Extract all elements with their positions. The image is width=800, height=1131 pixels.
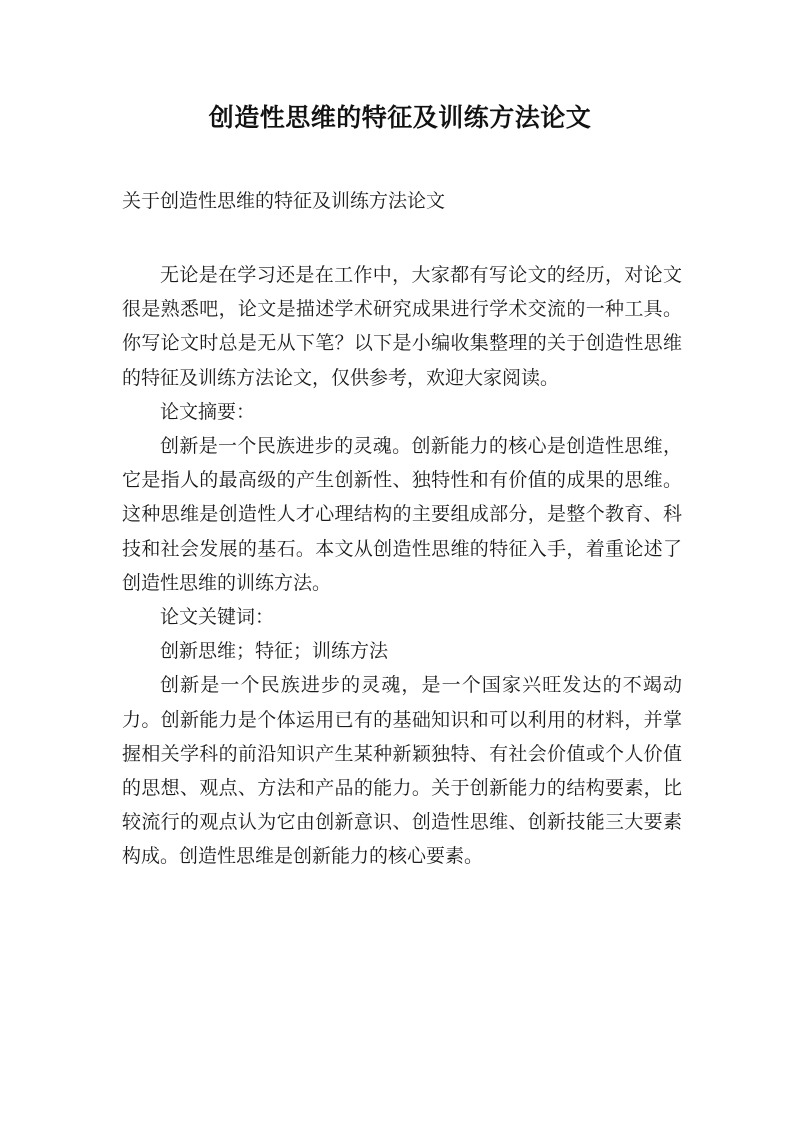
keywords-paragraph: 创新思维；特征；训练方法 xyxy=(160,640,389,663)
body-paragraph: 创新是一个民族进步的灵魂，是一个国家兴旺发达的不竭动力。创新能力是个体运用已有的基础知识和可以利用的材料，并掌握相关学科的前沿知识产生某种新颖独特、有社会价值或个人价值的思想、观点、方法和产品的能力。关于创新能力的结构要素，比较流行的观点认为它由创新意识、创造性思维、创新技能三大要素构成。创造性思维是创新能力的核心要素。 xyxy=(122,674,682,868)
abstract-paragraph: 创新是一个民族进步的灵魂。创新能力的核心是创造性思维，它是指人的最高级的产生创新性、独特性和有价值的成果的思维。这种思维是创造性人才心理结构的主要组成部分，是整个教育、科技和社会发展的基石。本文从创造性思维的特征入手，着重论述了创造性思维的训练方法。 xyxy=(122,435,682,594)
keywords-heading: 论文关键词： xyxy=(160,606,275,629)
intro-paragraph: 无论是在学习还是在工作中，大家都有写论文的经历，对论文很是熟悉吧，论文是描述学术研究成果进行学术交流的一种工具。你写论文时总是无从下笔？以下是小编收集整理的关于创造性思维的特征及训练方法论文，仅供参考，欢迎大家阅读。 xyxy=(122,264,682,389)
document-title: 创造性思维的特征及训练方法论文 xyxy=(208,103,592,132)
document-body xyxy=(122,258,682,874)
abstract-heading: 论文摘要： xyxy=(160,400,256,423)
document-subtitle: 关于创造性思维的特征及训练方法论文 xyxy=(122,190,446,212)
